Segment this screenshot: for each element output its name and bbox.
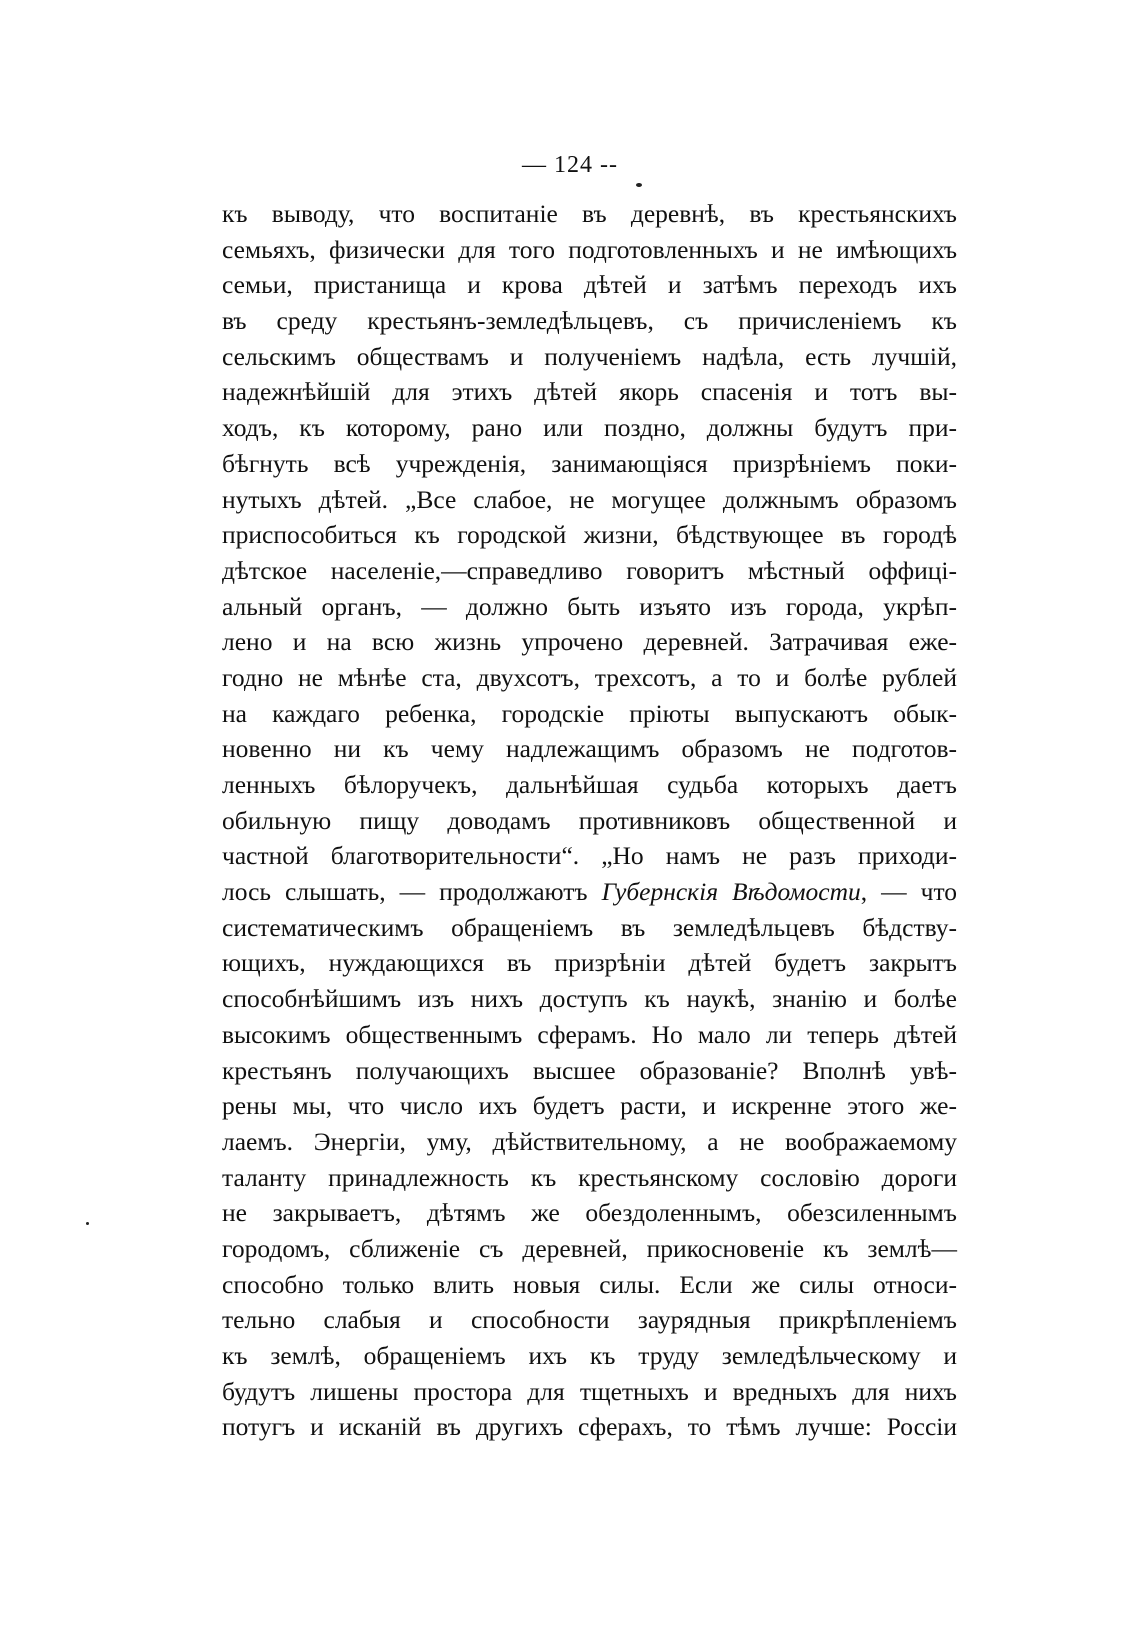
text-line: новенно ни къ чему надлежащимъ образомъ не подготов-	[222, 734, 957, 764]
text-line: систематическимъ обращеніемъ въ земледѣльцевъ бѣдству-	[222, 912, 957, 942]
text-line-start: лось слышать, — продолжаютъ	[222, 877, 588, 907]
text-line: на каждаго ребенка, городскіе пріюты выпускаютъ обык-	[222, 698, 957, 728]
text-line: потугъ и исканій въ другихъ сферахъ, то тѣмъ лучше: Россіи	[222, 1412, 957, 1442]
text-line: семьи, пристанища и крова дѣтей и затѣмъ переходъ ихъ	[222, 270, 957, 300]
text-line: дѣтское населеніе,—справедливо говоритъ мѣстный оффиці-	[222, 555, 957, 585]
text-line: къ выводу, что воспитаніе въ деревнѣ, въ крестьянскихъ	[222, 199, 957, 228]
text-line: приспособиться къ городской жизни, бѣдствующее въ городѣ	[222, 520, 957, 550]
text-line: нутыхъ дѣтей. „Все слабое, не могущее должнымъ образомъ	[222, 484, 957, 514]
text-line: надежнѣйшій для этихъ дѣтей якорь спасенія и тотъ вы-	[222, 377, 957, 407]
text-line: городомъ, сближеніе съ деревней, прикосновеніе къ землѣ—	[222, 1233, 957, 1263]
text-line: ленныхъ бѣлоручекъ, дальнѣйшая судьба которыхъ даетъ	[222, 770, 957, 799]
text-line: таланту принадлежность къ крестьянскому сословію дороги	[222, 1162, 957, 1192]
text-line: въ среду крестьянъ-земледѣльцевъ, съ причисленіемъ къ	[222, 306, 957, 336]
text-line: способно только влить новыя силы. Если же силы относи-	[222, 1269, 957, 1299]
text-line: крестьянъ получающихъ высшее образованіе? Вполнѣ увѣ-	[222, 1055, 957, 1085]
text-line: обильную пищу доводамъ противниковъ общественной и	[222, 805, 957, 835]
italic-source-title: Губернскія Вѣдомости	[601, 877, 861, 907]
print-speck	[636, 183, 642, 187]
text-line: лаемъ. Энергіи, уму, дѣйствительному, а не воображаемому	[222, 1126, 957, 1156]
text-line: семьяхъ, физически для того подготовленныхъ и не имѣющихъ	[222, 234, 957, 264]
text-line: высокимъ общественнымъ сферамъ. Но мало ли теперь дѣтей	[222, 1019, 957, 1049]
text-line: не закрываетъ, дѣтямъ же обездоленнымъ, обезсиленнымъ	[222, 1198, 957, 1228]
text-line: альный органъ, — должно быть изъято изъ города, укрѣп-	[222, 591, 957, 621]
text-line: тельно слабыя и способности заурядныя прикрѣпленіемъ	[222, 1305, 957, 1335]
text-line-tail: , — что	[860, 877, 958, 907]
text-line: будутъ лишены простора для тщетныхъ и вредныхъ для нихъ	[222, 1376, 957, 1406]
text-line: сельскимъ обществамъ и полученіемъ надѣла, есть лучшій,	[222, 341, 957, 371]
text-line: частной благотворительности“. „Но намъ не разъ приходи-	[222, 841, 957, 871]
text-line: рены мы, что число ихъ будетъ расти, и искренне этого же-	[222, 1091, 957, 1121]
text-line: ющихъ, нуждающихся въ призрѣніи дѣтей будетъ закрытъ	[222, 948, 957, 978]
text-line-with-italic	[222, 874, 957, 910]
text-line: способнѣйшимъ изъ нихъ доступъ къ наукѣ, знанію и болѣе	[222, 984, 957, 1014]
text-line: годно не мѣнѣе ста, двухсотъ, трехсотъ, а то и болѣе рублей	[222, 662, 957, 692]
text-line: лено и на всю жизнь упрочено деревней. Затрачивая еже-	[222, 627, 957, 657]
body-text	[222, 196, 957, 1445]
text-line: бѣгнуть всѣ учрежденія, занимающіяся призрѣніемъ поки-	[222, 448, 957, 478]
page-number: — 124 --	[522, 152, 618, 178]
text-line: къ землѣ, обращеніемъ ихъ къ труду земледѣльческому и	[222, 1341, 957, 1370]
text-line: ходъ, къ которому, рано или поздно, должны будутъ при-	[222, 413, 957, 443]
print-speck	[86, 1222, 89, 1225]
